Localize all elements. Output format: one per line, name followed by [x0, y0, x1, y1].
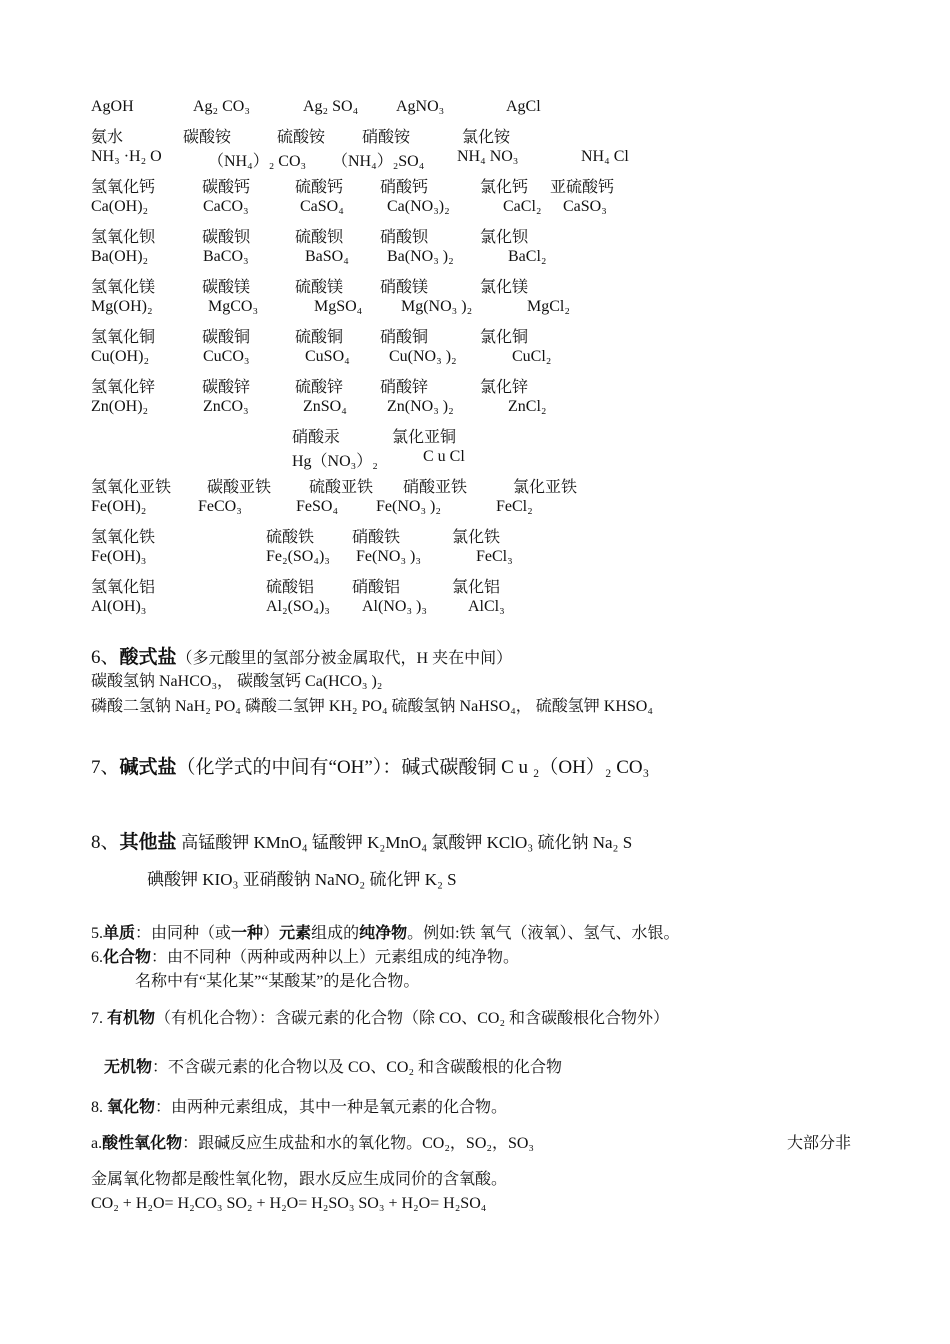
- table-cell: Ag₂ SO₄: [303, 98, 359, 115]
- definition-inorganic: [104, 1058, 562, 1078]
- definition-compound: [91, 948, 519, 968]
- table-cell: 氢氧化钙: [91, 179, 156, 196]
- table-cell: Mg(OH)₂: [91, 298, 153, 315]
- table-cell: MgCO₃: [208, 298, 259, 315]
- table-cell: AgCl: [506, 98, 541, 115]
- table-cell: Fe(NO₃ )₃: [356, 548, 421, 565]
- table-cell: FeCO₃: [198, 498, 242, 515]
- table-cell: NH₄ Cl: [581, 148, 629, 165]
- section-number: 6、: [91, 647, 120, 668]
- text-bold: 纯净物: [359, 925, 408, 942]
- table-cell: 氢氧化铝: [91, 579, 156, 596]
- table-cell: 硝酸钡: [380, 229, 429, 246]
- table-cell: AlCl₃: [468, 598, 505, 615]
- text: ：由不同种（两种或两种以上）元素组成的纯净物。: [151, 949, 520, 966]
- table-cell: 氯化钙: [480, 179, 529, 196]
- table-cell: 硝酸汞: [292, 429, 341, 446]
- table-cell: Fe₂(SO₄)₃: [266, 548, 330, 565]
- table-cell: 氢氧化铜: [91, 329, 156, 346]
- table-cell: 氯化镁: [480, 279, 529, 296]
- oxide-equations: CO₂ + H₂O= H₂CO₃ SO₂ + H₂O= H₂SO₃ SO₃ + H₂O= H₂SO₄: [91, 1195, 487, 1212]
- text: 。例如:铁 氧气（液氧）、氢气、水银。: [407, 925, 680, 942]
- table-cell: Ba(OH)₂: [91, 248, 149, 265]
- text: ：不含碳元素的化合物以及 CO、CO₂ 和含碳酸根的化合物: [152, 1059, 563, 1076]
- term: 有机物: [107, 1010, 156, 1027]
- table-cell: 硝酸锌: [380, 379, 429, 396]
- text: ：由同种（或: [135, 925, 232, 942]
- table-cell: 硫酸亚铁: [309, 479, 374, 496]
- table-cell: CaCl₂: [503, 198, 542, 215]
- table-cell: Ca(NO₃)₂: [387, 198, 450, 215]
- basic-salt-line: [91, 758, 649, 778]
- table-cell: Fe(NO₃ )₂: [376, 498, 441, 515]
- term: 化合物: [103, 949, 152, 966]
- table-cell: CuCl₂: [512, 348, 552, 365]
- table-cell: 硝酸镁: [380, 279, 429, 296]
- term: 单质: [103, 925, 136, 942]
- acid-salt-line-1: 碳酸氢钠 NaHCO₃， 碳酸氢钙 Ca(HCO₃ )₂: [91, 673, 383, 690]
- table-cell: 硫酸钙: [295, 179, 344, 196]
- table-cell: FeCl₃: [476, 548, 513, 565]
- table-cell: CuCO₃: [203, 348, 250, 365]
- table-cell: Fe(OH)₂: [91, 498, 147, 515]
- text-bold: 一种: [231, 925, 264, 942]
- section-title: 其他盐: [119, 832, 177, 853]
- table-cell: 硫酸镁: [295, 279, 344, 296]
- term: 酸性氧化物: [102, 1135, 183, 1152]
- table-cell: FeCl₂: [496, 498, 533, 515]
- table-cell: C u Cl: [423, 448, 465, 465]
- definition-element: [91, 924, 680, 944]
- table-cell: 碳酸亚铁: [207, 479, 272, 496]
- term: 无机物: [104, 1059, 153, 1076]
- text: 组成的: [311, 925, 360, 942]
- item-number: 8.: [91, 1099, 107, 1116]
- table-cell: 氢氧化锌: [91, 379, 156, 396]
- other-salt-line-2: 碘酸钾 KIO₃ 亚硝酸钠 NaNO₂ 硫化钾 K₂ S: [147, 870, 457, 889]
- section-note: （多元酸里的氢部分被金属取代，H 夹在中间）: [176, 650, 513, 667]
- table-cell: 氯化钡: [480, 229, 529, 246]
- table-cell: AgOH: [91, 98, 134, 115]
- table-cell: 氢氧化铁: [91, 529, 156, 546]
- table-cell: NH₃ ·H₂ O: [91, 148, 162, 165]
- table-cell: ZnCl₂: [508, 398, 547, 415]
- table-cell: 碳酸钙: [202, 179, 251, 196]
- compound-note: 名称中有“某化某”“某酸某”的是化合物。: [135, 973, 420, 990]
- acid-salt-heading-line: [91, 648, 512, 669]
- table-cell: Ag₂ CO₃: [193, 98, 250, 115]
- section-text: 高锰酸钾 KMnO₄ 锰酸钾 K₂MnO₄ 氯酸钾 KClO₃ 硫化钠 Na₂ S: [181, 833, 633, 852]
- table-cell: 硝酸亚铁: [403, 479, 468, 496]
- text: ：跟碱反应生成盐和水的氧化物。CO₂，SO₂，SO₃: [182, 1135, 534, 1152]
- table-cell: 硝酸铜: [380, 329, 429, 346]
- acidic-oxide-continuation: 金属氧化物都是酸性氧化物，跟水反应生成同价的含氧酸。: [91, 1171, 508, 1188]
- table-cell: 亚硫酸钙: [550, 179, 615, 196]
- table-cell: Ca(OH)₂: [91, 198, 149, 215]
- section-number: 8、: [91, 832, 120, 853]
- table-cell: Mg(NO₃ )₂: [401, 298, 473, 315]
- text: ）: [263, 925, 280, 942]
- table-cell: Hg（NO₃）₂: [292, 453, 378, 470]
- table-cell: BaCl₂: [508, 248, 547, 265]
- table-cell: 碳酸镁: [202, 279, 251, 296]
- table-cell: 氢氧化镁: [91, 279, 156, 296]
- table-cell: CaSO₃: [563, 198, 607, 215]
- table-cell: NH₄ NO₃: [457, 148, 519, 165]
- table-cell: 氢氧化钡: [91, 229, 156, 246]
- table-cell: 氯化铝: [452, 579, 501, 596]
- table-cell: 氨水: [91, 129, 124, 146]
- definition-acidic-oxide: [91, 1134, 534, 1154]
- table-cell: 硝酸铝: [352, 579, 401, 596]
- table-cell: 硫酸铁: [266, 529, 315, 546]
- table-cell: MgCl₂: [527, 298, 570, 315]
- item-number: 6.: [91, 949, 103, 966]
- text: ：由两种元素组成，其中一种是氧元素的化合物。: [155, 1099, 508, 1116]
- table-cell: Cu(NO₃ )₂: [389, 348, 457, 365]
- table-cell: CuSO₄: [305, 348, 350, 365]
- section-title: 碱式盐: [119, 757, 177, 778]
- item-number: 5.: [91, 925, 103, 942]
- table-cell: 氯化铜: [480, 329, 529, 346]
- table-cell: Cu(OH)₂: [91, 348, 150, 365]
- definition-oxide: [91, 1098, 507, 1118]
- table-cell: （NH₄）₂ CO₃: [208, 153, 307, 170]
- table-cell: 碳酸铜: [202, 329, 251, 346]
- definition-organic: [91, 1009, 669, 1029]
- table-cell: 氯化铵: [462, 129, 511, 146]
- table-cell: 氯化铁: [452, 529, 501, 546]
- table-cell: FeSO₄: [296, 498, 339, 515]
- table-cell: ZnCO₃: [203, 398, 249, 415]
- section-number: 7、: [91, 757, 120, 778]
- acid-salt-line-2: 磷酸二氢钠 NaH₂ PO₄ 磷酸二氢钾 KH₂ PO₄ 硫酸氢钠 NaHSO₄， 硫酸氢钾 KHSO₄: [91, 698, 653, 715]
- acidic-oxide-tail: 大部分非: [787, 1135, 852, 1152]
- table-cell: MgSO₄: [314, 298, 363, 315]
- table-cell: CaSO₄: [300, 198, 344, 215]
- table-cell: AgNO₃: [396, 98, 445, 115]
- table-cell: BaCO₃: [203, 248, 249, 265]
- other-salt-line-1: [91, 833, 632, 853]
- section-text: （化学式的中间有“OH”）：碱式碳酸铜 C u ₂（OH）₂ CO₃: [176, 757, 650, 778]
- section-title: 酸式盐: [119, 647, 177, 668]
- table-cell: 硫酸铜: [295, 329, 344, 346]
- text: （有机化合物）：含碳元素的化合物（除 CO、CO₂ 和含碳酸根化合物外）: [155, 1010, 670, 1027]
- text-bold: 元素: [279, 925, 312, 942]
- table-cell: BaSO₄: [305, 248, 349, 265]
- table-cell: 氢氧化亚铁: [91, 479, 172, 496]
- table-cell: 碳酸铵: [183, 129, 232, 146]
- table-cell: 氯化亚铁: [513, 479, 578, 496]
- table-cell: 氯化锌: [480, 379, 529, 396]
- table-cell: ZnSO₄: [303, 398, 347, 415]
- item-number: 7.: [91, 1010, 107, 1027]
- item-number: a.: [91, 1135, 103, 1152]
- table-cell: 氯化亚铜: [392, 429, 457, 446]
- table-cell: 硫酸铵: [277, 129, 326, 146]
- table-cell: Zn(OH)₂: [91, 398, 149, 415]
- table-cell: Al(OH)₃: [91, 598, 147, 615]
- table-cell: 硫酸钡: [295, 229, 344, 246]
- table-cell: Al(NO₃ )₃: [362, 598, 427, 615]
- table-cell: （NH₄）₂SO₄: [332, 153, 425, 170]
- table-cell: Zn(NO₃ )₂: [387, 398, 454, 415]
- table-cell: CaCO₃: [203, 198, 249, 215]
- table-cell: 硝酸钙: [380, 179, 429, 196]
- term: 氧化物: [107, 1099, 156, 1116]
- table-cell: 硫酸铝: [266, 579, 315, 596]
- table-cell: 硫酸锌: [295, 379, 344, 396]
- table-cell: 硝酸铁: [352, 529, 401, 546]
- table-cell: 硝酸铵: [362, 129, 411, 146]
- table-cell: 碳酸锌: [202, 379, 251, 396]
- table-cell: Ba(NO₃ )₂: [387, 248, 454, 265]
- table-cell: Fe(OH)₃: [91, 548, 147, 565]
- table-cell: Al₂(SO₄)₃: [266, 598, 330, 615]
- table-cell: 碳酸钡: [202, 229, 251, 246]
